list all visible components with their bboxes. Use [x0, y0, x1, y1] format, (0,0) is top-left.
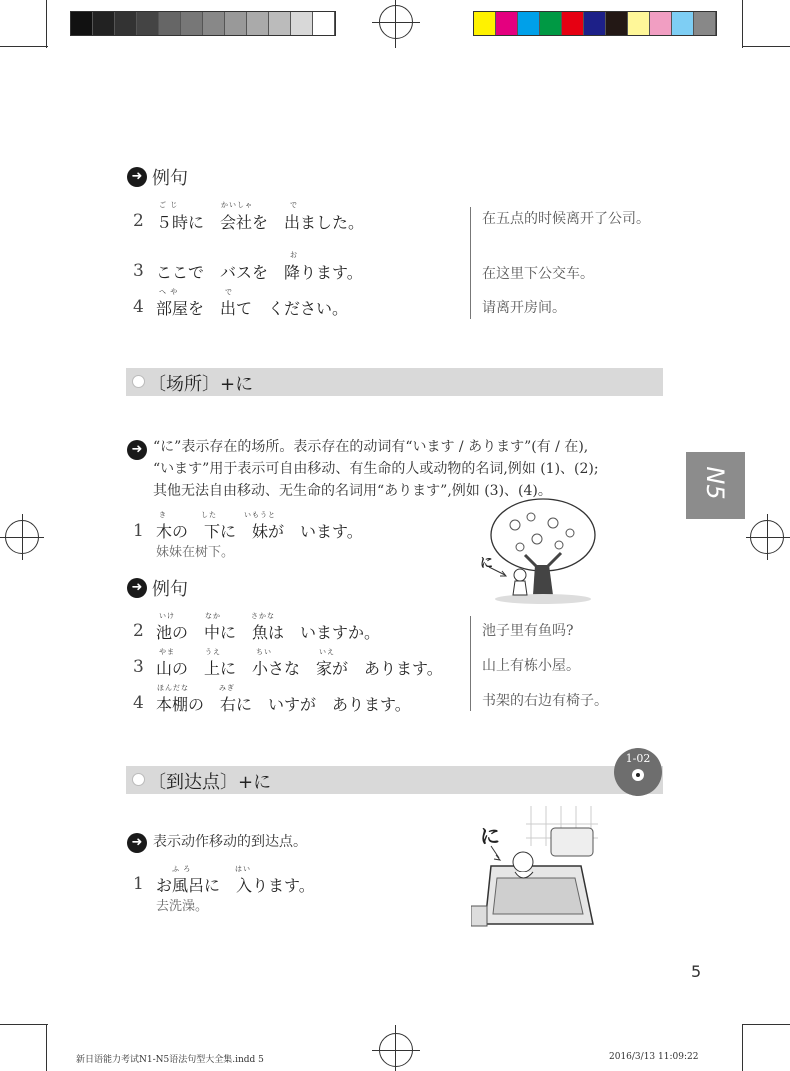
example-sentence: お風呂に 入ります。	[156, 876, 315, 895]
example-translation: 书架的右边有椅子。	[482, 693, 608, 709]
explanation-line: 其他无法自由移动、无生命的名词用“あります”,例如 (3)、(4)。	[153, 483, 552, 499]
furigana: さかな	[251, 612, 275, 620]
section-band-location	[126, 368, 663, 396]
illustration-label: に	[480, 824, 500, 848]
explanation-line: “います”用于表示可自由移动、有生命的人或动物的名词,例如 (1)、(2);	[153, 461, 599, 477]
furigana: ご じ	[159, 201, 179, 209]
furigana: なか	[205, 612, 221, 620]
footer-filename: 新日语能力考试N1-N5语法句型大全集.indd 5	[76, 1055, 264, 1065]
furigana: で	[290, 201, 298, 209]
crop-mark	[46, 0, 47, 48]
crop-mark	[742, 46, 790, 47]
furigana: うえ	[205, 648, 221, 656]
furigana: みぎ	[219, 684, 235, 692]
bath-illustration	[471, 806, 598, 934]
example-number: 1	[133, 874, 144, 894]
furigana: へ や	[159, 288, 179, 296]
divider-line	[470, 207, 471, 319]
example-translation: 妹妹在树下。	[156, 545, 235, 560]
example-number: 4	[133, 297, 144, 317]
explanation-line: “に”表示存在的场所。表示存在的动词有“います / あります”(有 / 在),	[153, 439, 589, 455]
example-translation: 池子里有鱼吗?	[482, 623, 574, 639]
illustration-label: に	[480, 556, 494, 571]
example-translation: 去洗澡。	[156, 899, 209, 914]
page-number: 5	[691, 962, 702, 981]
section-title: 〔场所〕+に	[148, 374, 254, 395]
crop-mark	[0, 46, 48, 47]
right-arrow-circle-icon: ➜	[127, 833, 147, 853]
furigana: で	[225, 288, 233, 296]
furigana: いもうと	[244, 511, 276, 519]
furigana: ちい	[256, 648, 272, 656]
example-sentence: 木の 下に 妹が います。	[156, 522, 363, 541]
explanation-line: 表示动作移动的到达点。	[153, 834, 307, 850]
level-tab	[686, 452, 745, 519]
example-heading: 例句	[152, 579, 188, 600]
furigana: いえ	[319, 648, 335, 656]
circle-bullet-icon	[132, 375, 145, 388]
example-sentence: 本棚の 右に いすが あります。	[156, 695, 411, 714]
crop-mark	[742, 0, 743, 48]
furigana: お	[290, 251, 298, 259]
level-tab-label: N5	[701, 466, 729, 500]
example-sentence: ５時に 会社を 出ました。	[156, 213, 365, 232]
color-bar	[473, 11, 717, 36]
example-number: 3	[133, 261, 144, 281]
example-sentence: 部屋を 出て ください。	[156, 299, 349, 318]
furigana: ふ ろ	[172, 865, 192, 873]
right-arrow-circle-icon: ➜	[127, 578, 147, 598]
example-sentence: 山の 上に 小さな 家が あります。	[156, 659, 443, 678]
right-arrow-circle-icon: ➜	[127, 167, 147, 187]
example-translation: 在五点的时候离开了公司。	[482, 211, 650, 227]
furigana: き	[159, 511, 167, 519]
section-title: 〔到达点〕+に	[148, 772, 272, 793]
crop-mark	[46, 1024, 47, 1071]
example-number: 4	[133, 693, 144, 713]
example-translation: 在这里下公交车。	[482, 266, 594, 282]
example-number: 1	[133, 521, 144, 541]
tree-illustration	[475, 495, 601, 607]
example-sentence: ここで バスを 降ります。	[156, 263, 363, 282]
example-number: 3	[133, 657, 144, 677]
example-translation: 请离开房间。	[482, 300, 566, 316]
furigana: した	[201, 511, 217, 519]
furigana: ほんだな	[157, 684, 189, 692]
right-arrow-circle-icon: ➜	[127, 440, 147, 460]
example-translation: 山上有栋小屋。	[482, 658, 580, 674]
example-heading: 例句	[152, 168, 188, 189]
crop-mark	[0, 1024, 48, 1025]
section-band-destination	[126, 766, 663, 794]
footer-timestamp: 2016/3/13 11:09:22	[609, 1052, 699, 1062]
furigana: はい	[235, 865, 251, 873]
example-sentence: 池の 中に 魚は いますか。	[156, 623, 381, 642]
divider-line	[470, 616, 471, 711]
crop-mark	[742, 1024, 743, 1071]
furigana: やま	[159, 648, 175, 656]
audio-cd-icon	[614, 748, 662, 796]
furigana: いけ	[159, 612, 175, 620]
crop-mark	[742, 1024, 790, 1025]
example-number: 2	[133, 621, 144, 641]
example-number: 2	[133, 211, 144, 231]
furigana: かいしゃ	[221, 201, 253, 209]
cd-track-label: 1-02	[625, 752, 651, 765]
grayscale-bar	[70, 11, 336, 36]
circle-bullet-icon	[132, 773, 145, 786]
